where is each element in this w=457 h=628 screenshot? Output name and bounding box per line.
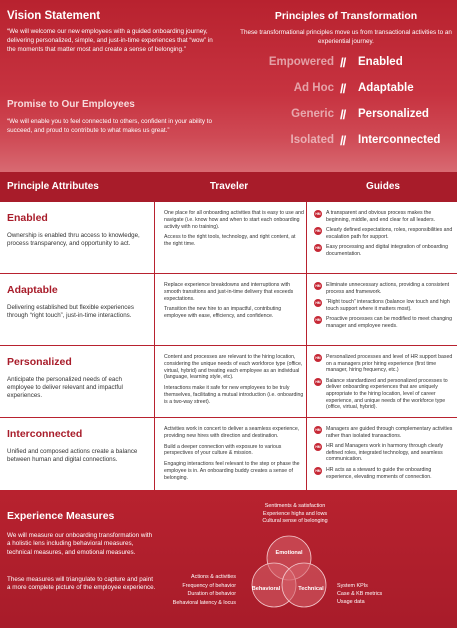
vision-text: “We will welcome our new employees with a guided onboarding journey, delivering personalized, simple, and just-in-time experiences that “wow” in the moments that matter most and create a sense of belonging.” (7, 28, 213, 53)
guide-item (314, 210, 454, 223)
attribute-row-enabled (0, 202, 457, 274)
attribute-description: Delivering established but flexible experiences through “right touch”, just-in-time interactions. (7, 304, 134, 320)
principle-row (256, 104, 456, 130)
guide-item (314, 443, 454, 463)
traveler-cell (164, 282, 304, 324)
header-traveler: Traveler (209, 181, 249, 192)
traveler-text: Interactions make it safe for new employees to be truly themselves, facilitating a mutual introduction (i.e. onboarding is a two-way street). (164, 385, 304, 405)
column-divider (306, 202, 307, 273)
traveler-text: Build a deeper connection with exposure to various perspectives of your culture & mission. (164, 443, 282, 457)
principle-row (256, 52, 456, 78)
measure-item: Experience highs and lows (262, 510, 328, 517)
traveler-text: Access to the right tools, technology, and right content, at the right time. (164, 234, 296, 248)
hm-badge-icon: HM (315, 301, 321, 306)
guide-item (314, 316, 454, 329)
attribute-name: Personalized (7, 356, 72, 368)
column-divider (154, 346, 155, 417)
principle-from: Isolated (290, 134, 334, 146)
measure-item: Frequency of behavior (182, 582, 236, 589)
guide-text: Personalized processes and level of HR support based on a managers prior hiring experience (first time manager, hiring frequency, etc.) (326, 354, 453, 374)
experience-measures (0, 490, 457, 628)
guide-text: Eliminate unnecessary actions, providing a consistent process and framework. (326, 282, 450, 295)
behavioral-measures (150, 573, 236, 607)
principle-from: Empowered (268, 56, 334, 68)
principle-to: Enabled (358, 56, 403, 68)
emotional-measures (230, 503, 360, 526)
guide-item (314, 378, 454, 411)
promise-text: “We will enable you to feel connected to others, confident in your ability to succeed, and proud to contribute to what makes us great.” (7, 118, 212, 134)
hm-badge-icon: HM (315, 246, 321, 251)
attributes-header (0, 172, 457, 202)
column-divider (154, 202, 155, 273)
hm-badge-icon: HM (315, 445, 321, 450)
traveler-text: Engaging interactions feel relevant to the step or phase the employee is in. An onboarding buddy creates a sense of belonging. (164, 461, 300, 481)
traveler-text: One place for all onboarding activities that is easy to use and navigate (i.e. know how and when to start each onboarding activity with no training). (164, 210, 304, 230)
principle-separator: // (340, 81, 346, 96)
guide-text: “Right touch” interactions (balance low touch and high touch support where it matters most). (326, 299, 450, 312)
guide-text: Easy processing and digital integration of onboarding documentation. (326, 244, 448, 257)
guide-text: Balance standardized and personalized processes to deliver onboarding experiences that are uniquely appropriate to the hiring location, level of career experience, and unique needs of the workforce type (office, virtual, hybrid). (326, 377, 448, 411)
attribute-cell (0, 346, 150, 417)
guide-item (314, 299, 454, 312)
hm-badge-icon: HM (315, 428, 321, 432)
principles-title: Principles of Transformation (274, 10, 418, 22)
hm-badge-icon: HM (315, 284, 321, 288)
principle-from: Generic (291, 108, 334, 120)
guide-item (314, 244, 454, 257)
guide-text: HR and Managers work in harmony through clearly defined roles, integrated technology, and seamless communication. (326, 443, 444, 463)
guide-item (314, 282, 454, 295)
principle-from: Ad Hoc (293, 82, 334, 94)
guide-item (314, 354, 454, 374)
principle-to: Adaptable (358, 82, 414, 94)
header-principle-attributes: Principle Attributes (7, 181, 99, 192)
guides-cell (314, 354, 454, 415)
attribute-cell (0, 418, 150, 490)
measure-item: Case & KB metrics (337, 591, 383, 597)
traveler-cell (164, 354, 304, 410)
measure-item: Cultural sense of belonging (262, 518, 328, 525)
traveler-text: Transition the new hire to an impactful, contributing employee with ease, efficiency, and confidence. (164, 306, 282, 320)
column-divider (154, 274, 155, 345)
attribute-cell (0, 274, 150, 345)
guide-text: Clearly defined expectations, roles, responsibilities and escalation path for support. (326, 227, 453, 240)
principles-subtitle: These transformational principles move us from transactional activities to an experiential journey. (240, 29, 452, 45)
principle-separator: // (340, 107, 346, 122)
guide-text: A transparent and obvious process makes the beginning, middle, and end clear for all leaders. (326, 210, 436, 223)
principle-separator: // (340, 55, 346, 70)
venn-diagram (244, 534, 334, 612)
principle-separator: // (340, 133, 346, 148)
guide-text: Proactive processes can be modified to meet changing manager and employee needs. (326, 316, 453, 329)
column-divider (154, 418, 155, 490)
traveler-text: Content and processes are relevant to the hiring location, considering the unique needs of each workforce type (office, virtual, hybrid) and treating each employee as an individual (language, learning style, etc). (164, 354, 303, 381)
hm-badge-icon: HM (315, 379, 321, 384)
hm-badge-icon: HM (315, 468, 321, 473)
attribute-cell (0, 202, 150, 273)
top-banner (0, 0, 457, 172)
attribute-name: Enabled (7, 212, 48, 224)
attribute-name: Interconnected (7, 428, 83, 440)
hm-badge-icon: HM (315, 212, 321, 216)
venn-label-technical: Technical (298, 586, 324, 592)
principle-to: Personalized (358, 108, 429, 120)
measure-item: System KPIs (337, 583, 368, 589)
principle-to: Interconnected (358, 134, 441, 146)
traveler-cell (164, 210, 304, 252)
promise-title: Promise to Our Employees (7, 99, 135, 110)
measure-item: Actions & activities (191, 574, 236, 580)
traveler-cell (164, 426, 304, 486)
guide-text: Managers are guided through complementary activities rather than isolated transactions. (326, 426, 453, 439)
attribute-row-personalized (0, 346, 457, 418)
hm-badge-icon: HM (315, 229, 321, 234)
principle-row (256, 130, 456, 156)
guide-item (314, 426, 454, 439)
traveler-text: Activities work in concert to deliver a seamless experience, providing new hires with direction and destination. (164, 426, 300, 439)
hm-badge-icon: HM (315, 318, 321, 323)
venn-label-behavioral: Behavioral (251, 586, 281, 592)
column-divider (306, 274, 307, 345)
technical-measures (337, 582, 437, 606)
guide-item (314, 467, 454, 480)
attribute-name: Adaptable (7, 284, 58, 296)
venn-label-emotional: Emotional (275, 550, 303, 556)
attribute-description: Ownership is enabled thru access to knowledge, process transparency, and opportunity to act. (7, 232, 140, 248)
column-divider (306, 418, 307, 490)
guides-cell (314, 426, 454, 484)
experience-title: Experience Measures (7, 510, 115, 522)
attribute-row-interconnected (0, 418, 457, 490)
principle-row (256, 78, 456, 104)
attribute-description: Unified and composed actions create a balance between human and digital connections. (7, 448, 138, 464)
traveler-text: Replace experience breakdowns and interruptions with smooth transitions and just-in-time delivery that exceeds expectations. (164, 282, 294, 302)
column-divider (306, 346, 307, 417)
guides-cell (314, 210, 454, 262)
experience-text: We will measure our onboarding transformation with a holistic lens including behavioral measures, technical measures, and emotional measures. (7, 532, 153, 556)
header-guides: Guides (366, 181, 400, 192)
guides-cell (314, 282, 454, 334)
guide-text: HR acts as a steward to guide the onboarding experience, elevating moments of connection. (326, 466, 432, 480)
vision-title: Vision Statement (7, 10, 101, 22)
experience-text: These measures will triangulate to capture and paint a more complete picture of the employee experience. (7, 576, 156, 592)
measure-item: Duration of behavior (187, 591, 236, 598)
principles-table (256, 52, 456, 156)
venn-circle-technical (282, 563, 326, 607)
attribute-row-adaptable (0, 274, 457, 346)
measure-item: Usage data (337, 599, 365, 605)
attribute-description: Anticipate the personalized needs of each employee to deliver relevant and impactful experiences. (7, 376, 123, 400)
measure-item: Behavioral latency & locus (172, 599, 236, 606)
hm-badge-icon: HM (315, 356, 321, 360)
guide-item (314, 227, 454, 240)
measure-item: Sentiments & satisfaction (264, 503, 326, 509)
